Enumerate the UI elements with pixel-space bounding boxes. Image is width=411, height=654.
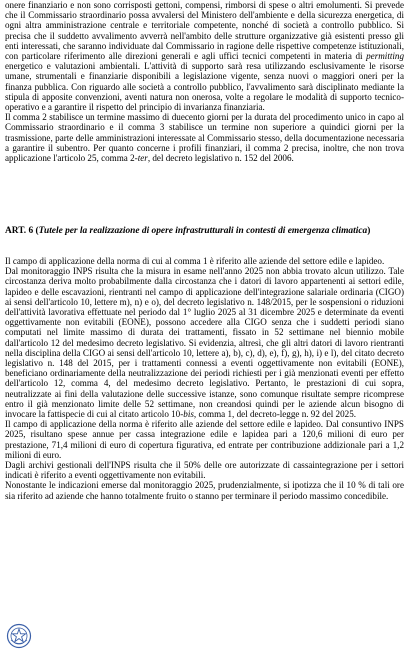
paragraph-ipotesi: Nonostante le indicazioni emerse dal monitoraggio 2025, prudenzialmente, si ipotizza che il 10 % di tali ore sia riferito ad aziende che hanno totalmente fruito o stanno per terminare il periodo massimo concedibile. (5, 480, 404, 501)
article-body (5, 256, 404, 501)
paragraph-comma-2 (5, 112, 404, 163)
paragraph-consuntivo: Il campo di applicazione della norma è riferito alle aziende del settore edile e lapideo. Dal consuntivo INPS 2025, risultano spese annue per cassa integrazione edile e lapidea pari a 120,6 milioni di euro per prestazione, 71,4 milioni di euro di copertura figurativa, ed entrate per contribuzione addizionale pari a 1,2 milioni di euro. (5, 419, 404, 460)
paragraph-monitoraggio (5, 266, 404, 419)
article-heading (5, 226, 404, 237)
paragraph-text: Il comma 2 stabilisce un termine massimo di duecento giorni per la durata del procedimento unico in capo al Commissario straordinario e il comma 3 stabilisce un termine non superiore a quindici giorni per la trasmissione, parte delle amministrazioni interessate al Commissario stesso, della documentazione necessaria a garantire il subentro. Per quanto concerne i profili finanziari, il comma 2 precisa, inoltre, che non trova applicazione l'articolo 25, comma 2- (5, 112, 404, 164)
paragraph-text: onere finanziario e non sono corrisposti gettoni, compensi, rimborsi di spese o altri emolumenti. Si prevede che il Commissario straordinario possa avvalersi del Ministero dell'ambiente e della sicurezza energetica, di ogni altra amministrazione centrale e territoriale competente, nonché di società a controllo pubblico. Si precisa che il suddetto avvalimento avverrà nell'ambito delle strutture organizzative già esistenti presso gli enti interessati, che saranno individuate dal Commissario in ragione delle rispettive competenze istituzionali, con particolare riferimento alle direzioni generali e agli uffici tecnici competenti in materia di (5, 0, 404, 62)
article-heading-close: ) (367, 226, 371, 236)
article-number: ART. 6 ( (5, 226, 39, 236)
paragraph-archivi: Dagli archivi gestionali dell'INPS risulta che il 50% delle ore autorizzate di cassaintegrazione per i settori indicati è riferito a eventi oggettivamente non evitabili. (5, 460, 404, 481)
paragraph-text: energetico e valutazioni ambientali. L'attività di supporto sarà resa utilizzando esclusivamente le risorse umane, strumentali e finanziarie disponibili a legislazione vigente, senza nuovi o maggiori oneri per la finanza pubblica. Con riguardo alle società a controllo pubblico, l'avvalimento sarà disciplinato mediante la stipula di apposite convenzioni, aventi natura non onerosa, volte a regolare le modalità di supporto tecnico-operativo e a garantire il rispetto del principio di invarianza finanziaria. (5, 61, 404, 113)
republic-emblem-icon (6, 623, 32, 649)
italic-term: bis (183, 409, 194, 420)
paragraph-text: Dal monitoraggio INPS risulta che la misura in esame nell'anno 2025 non abbia trovato alcun utilizzo. Tale circostanza deriva molto probabilmente dalla circostanza che i datori di lavoro appartenenti ai settori edile, lapideo e delle escavazioni, rientranti nel campo di applicazione dell'integrazione salariale ordinaria (CIGO) ai sensi dell'articolo 10, lettere m), n) e o), del decreto legislativo n. 148/2015, per le sospensioni o riduzioni dell'attività lavorativa effettuate nel periodo dal 1° luglio 2025 al 31 dicembre 2025 e determinate da eventi oggettivamente non evitabili (EONE), possono accedere alla CIGO senza che i suddetti periodi siano computati nel limite massimo di durata dei trattamenti, fissato in 52 settimane nel biennio mobile dall'articolo 12 del medesimo decreto legislativo. Si evidenzia, altresì, che gli altri datori di lavoro rientranti nella disciplina della CIGO ai sensi dell'articolo 10, lettere a), b), c), d), e), f), g), h), i) e l), del citato decreto legislativo n. 148 del 2015, per i trattamenti connessi a eventi oggettivamente non evitabili (EONE), beneficiano ordinariamente della neutralizzazione dei periodi richiesti per i già menzionati eventi per effetto dell'articolo 12, comma 4, del medesimo decreto legislativo. Pertanto, le prestazioni di cui sopra, neutralizzate ai fini della valutazione delle successive istanze, sono comunque risultate sempre ricomprese entro il già menzionato limite delle 52 settimane, non creandosi quindi per le aziende alcun bisogno di invocare la fattispecie di cui al citato articolo 10- (5, 266, 404, 420)
paragraph-text: , del decreto legislativo n. 152 del 2006. (147, 153, 294, 164)
article-title: Tutele per la realizzazione di opere infrastrutturali in contesti di emergenza climatica (38, 226, 368, 236)
paragraph-campo-applicazione: Il campo di applicazione della norma di cui al comma 1 è riferito alle aziende del settore edile e lapideo. (5, 256, 385, 266)
paragraph-avvalimento (5, 0, 404, 112)
paragraph-text: , comma 1, del decreto-legge n. 92 del 2025. (193, 409, 357, 420)
italic-term: permitting (366, 51, 404, 62)
paragraph-commissario (5, 0, 404, 163)
italic-term: ter (137, 153, 148, 164)
